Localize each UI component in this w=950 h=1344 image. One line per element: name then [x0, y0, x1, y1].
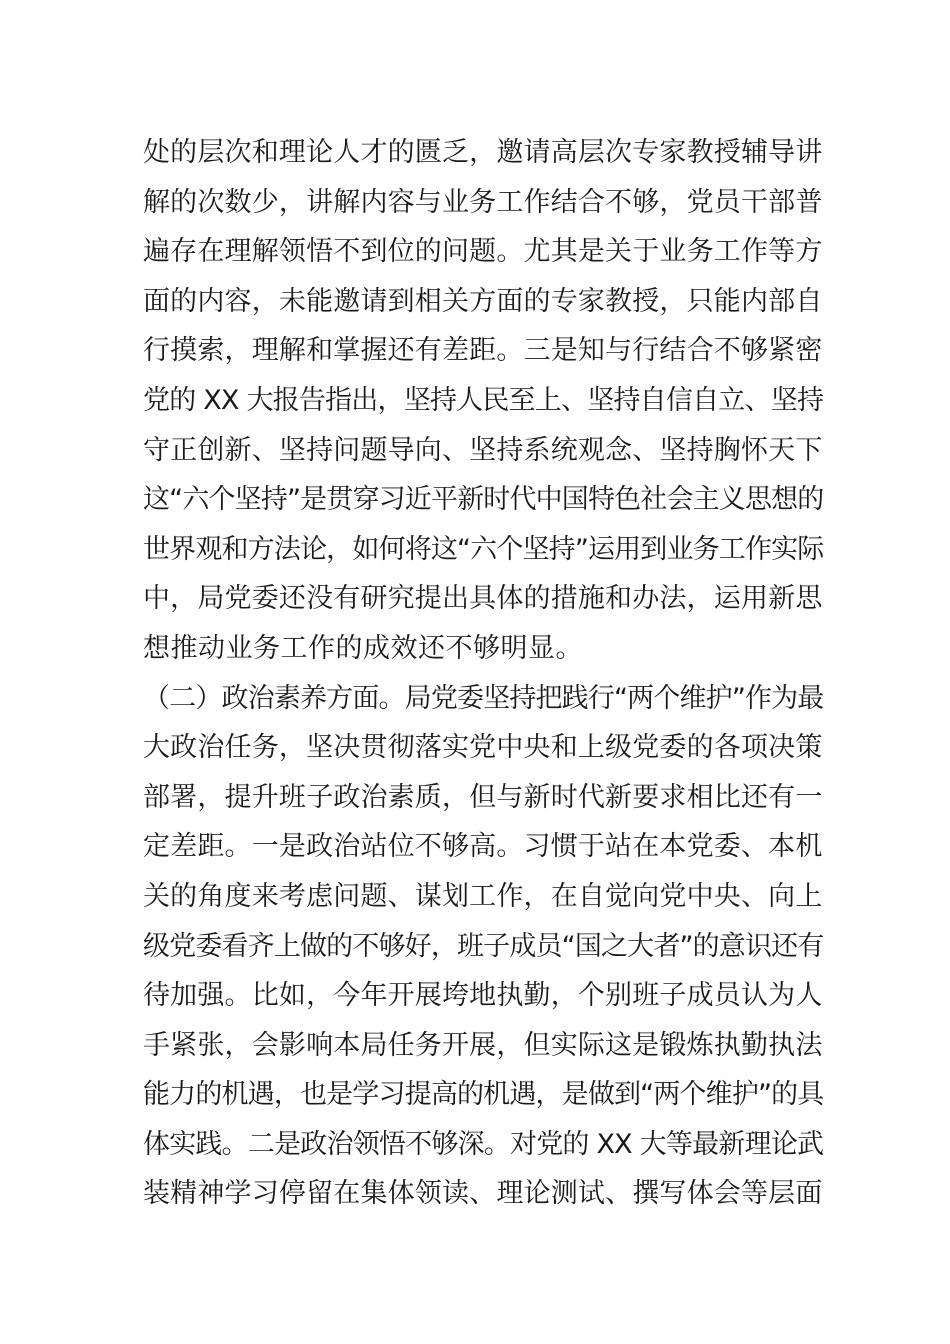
text-line: 定差距。一是政治站位不够高。习惯于站在本党委、本机	[143, 831, 823, 863]
text-line: 行摸索，理解和掌握还有差距。三是知与行结合不够紧密	[143, 335, 823, 367]
text-line: 关的角度来考虑问题、谋划工作，在自觉向党中央、向上	[143, 880, 823, 912]
text-line: 部署，提升班子政治素质，但与新时代新要求相比还有一	[143, 781, 823, 813]
text-line: 解的次数少，讲解内容与业务工作结合不够，党员干部普	[143, 186, 823, 218]
text-line: 装精神学习停留在集体领读、理论测试、撰写体会等层面	[143, 1178, 823, 1210]
text-line: 体实践。二是政治领悟不够深。对党的 XX 大等最新理论武	[143, 1128, 824, 1160]
text-line: 想推动业务工作的成效还不够明显。	[143, 632, 583, 664]
text-line: 手紧张，会影响本局任务开展，但实际这是锻炼执勤执法	[143, 1029, 823, 1061]
text-line: 这“六个坚持”是贯穿习近平新时代中国特色社会主义思想的	[143, 484, 824, 516]
text-line: 中，局党委还没有研究提出具体的措施和办法，运用新思	[143, 583, 823, 615]
section-heading-line: （二）政治素养方面。局党委坚持把践行“两个维护”作为最	[143, 682, 824, 714]
text-line: 大政治任务，坚决贯彻落实党中央和上级党委的各项决策	[143, 732, 823, 764]
text-line: 面的内容，未能邀请到相关方面的专家教授，只能内部自	[143, 285, 823, 317]
text-line: 能力的机遇，也是学习提高的机遇，是做到“两个维护”的具	[143, 1079, 824, 1111]
text-line: 守正创新、坚持问题导向、坚持系统观念、坚持胸怀天下	[143, 434, 823, 466]
text-line: 级党委看齐上做的不够好，班子成员“国之大者”的意识还有	[143, 930, 824, 962]
text-line: 待加强。比如，今年开展垮地执勤，个别班子成员认为人	[143, 980, 823, 1012]
text-line: 世界观和方法论，如何将这“六个坚持”运用到业务工作实际	[143, 533, 824, 565]
text-line: 党的 XX 大报告指出，坚持人民至上、坚持自信自立、坚持	[143, 384, 824, 416]
text-line: 遍存在理解领悟不到位的问题。尤其是关于业务工作等方	[143, 236, 823, 268]
text-line: 处的层次和理论人才的匮乏，邀请高层次专家教授辅导讲	[143, 137, 823, 168]
body-text	[143, 128, 823, 1219]
